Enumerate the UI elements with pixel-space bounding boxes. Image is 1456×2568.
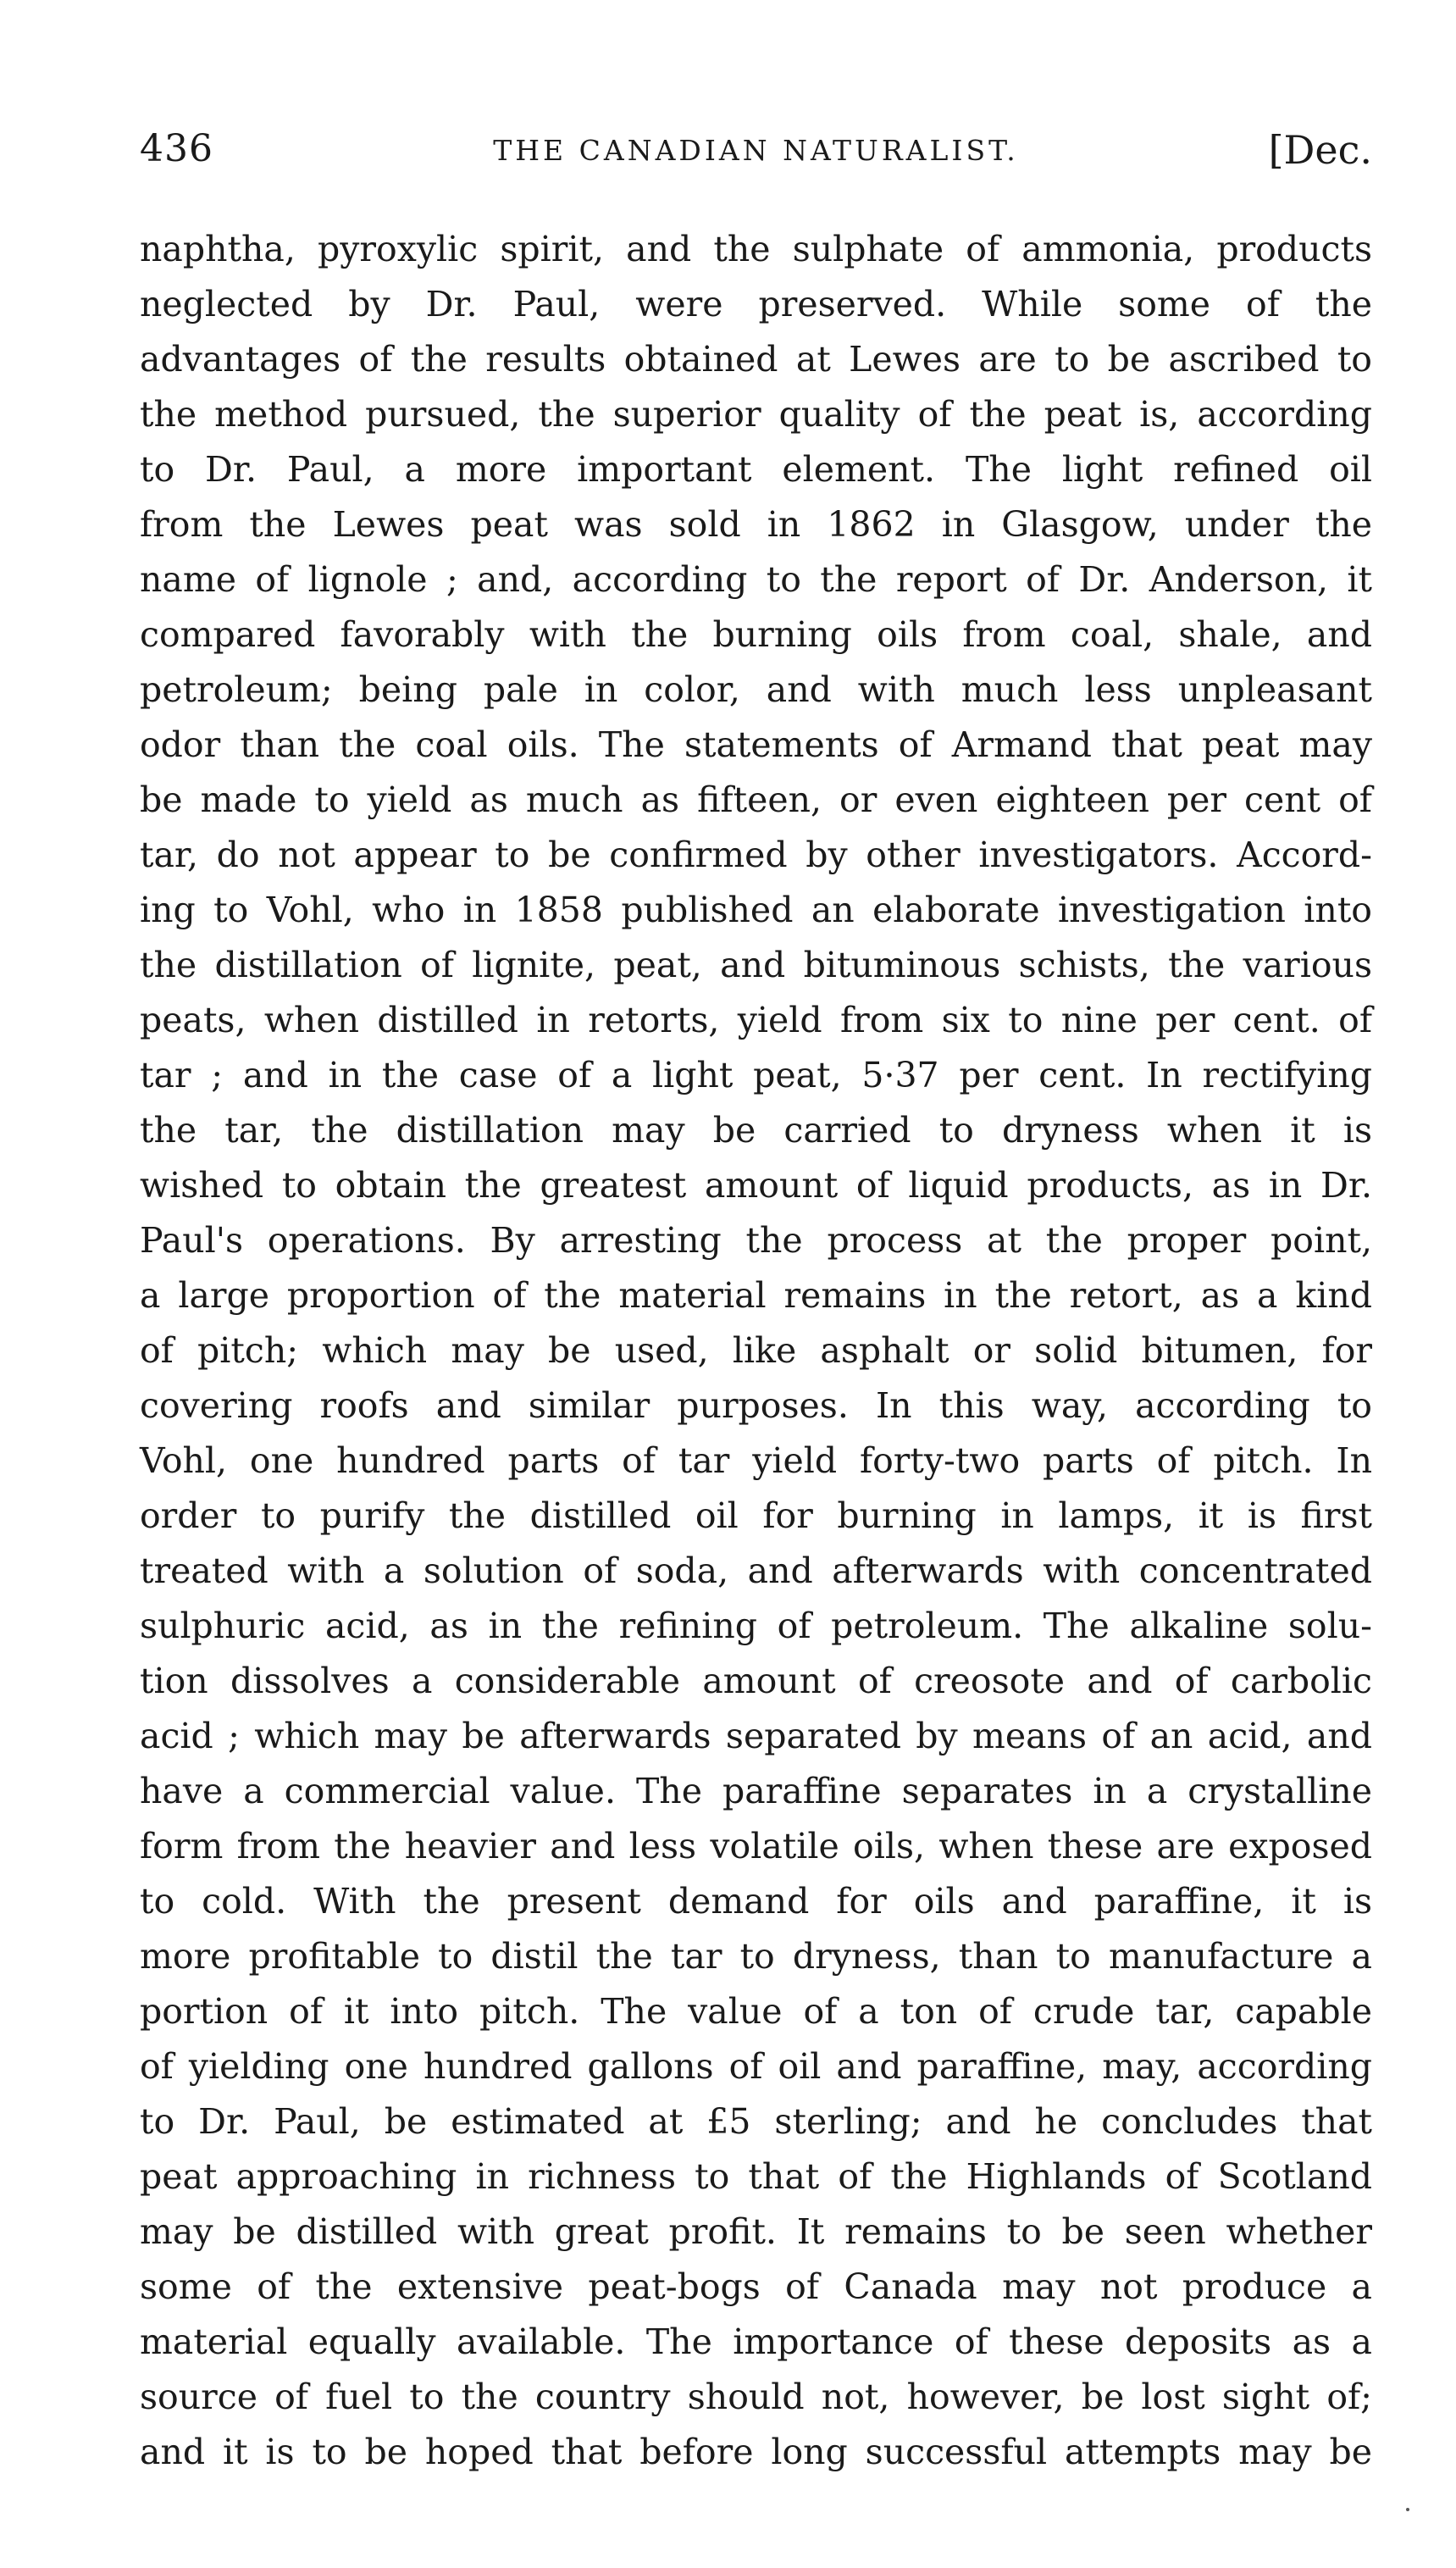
text-line: peat approaching in richness to that of the Highlands of Scotland xyxy=(140,2156,1372,2197)
text-line: more profitable to distil the tar to dryness, than to manufacture a xyxy=(140,1936,1372,1977)
running-head xyxy=(140,127,1372,195)
text-line: to Dr. Paul, be estimated at £5 sterling; and he concludes that xyxy=(140,2101,1372,2142)
journal-title: THE CANADIAN NATURALIST. xyxy=(493,134,1019,167)
text-line: peats, when distilled in retorts, yield from six to nine per cent. of xyxy=(140,1000,1372,1040)
text-line: the tar, the distillation may be carried to dryness when it is xyxy=(140,1110,1372,1151)
text-line: odor than the coal oils. The statements of Armand that peat may xyxy=(140,724,1372,765)
text-line: acid ; which may be afterwards separated by means of an acid, and xyxy=(140,1716,1372,1756)
text-line: may be distilled with great profit. It remains to be seen whether xyxy=(140,2211,1372,2252)
text-line: naphtha, pyroxylic spirit, and the sulphate of ammonia, products xyxy=(140,229,1372,269)
text-line: tar, do not appear to be confirmed by other investigators. Accord- xyxy=(140,835,1372,875)
text-line: portion of it into pitch. The value of a ton of crude tar, capable xyxy=(140,1991,1372,2032)
text-line: the distillation of lignite, peat, and bituminous schists, the various xyxy=(140,945,1372,985)
text-line: material equally available. The importance of these deposits as a xyxy=(140,2321,1372,2362)
issue-month: [Dec. xyxy=(1268,127,1372,173)
text-line: some of the extensive peat-bogs of Canada may not produce a xyxy=(140,2266,1372,2307)
text-line: treated with a solution of soda, and afterwards with concentrated xyxy=(140,1550,1372,1591)
text-line: of pitch; which may be used, like asphalt or solid bitumen, for xyxy=(140,1330,1372,1371)
text-line: advantages of the results obtained at Lewes are to be ascribed to xyxy=(140,339,1372,380)
text-line: form from the heavier and less volatile oils, when these are exposed xyxy=(140,1826,1372,1866)
text-line: the method pursued, the superior quality of the peat is, according xyxy=(140,394,1372,435)
text-line: Vohl, one hundred parts of tar yield forty-two parts of pitch. In xyxy=(140,1440,1372,1481)
text-line: tar ; and in the case of a light peat, 5·37 per cent. In rectifying xyxy=(140,1055,1372,1095)
text-line: of yielding one hundred gallons of oil and paraffine, may, according xyxy=(140,2046,1372,2087)
text-line: compared favorably with the burning oils from coal, shale, and xyxy=(140,614,1372,655)
text-line: a large proportion of the material remains in the retort, as a kind xyxy=(140,1275,1372,1316)
text-line: neglected by Dr. Paul, were preserved. While some of the xyxy=(140,284,1372,324)
text-line: and it is to be hoped that before long successful attempts may be xyxy=(140,2432,1372,2472)
page-number: 436 xyxy=(140,127,213,170)
text-line: be made to yield as much as fifteen, or even eighteen per cent of xyxy=(140,779,1372,820)
scan-speck xyxy=(1406,2508,1409,2511)
text-line: ing to Vohl, who in 1858 published an elaborate investigation into xyxy=(140,890,1372,930)
text-line: order to purify the distilled oil for burning in lamps, it is first xyxy=(140,1495,1372,1536)
text-line: tion dissolves a considerable amount of creosote and of carbolic xyxy=(140,1661,1372,1701)
text-line: to Dr. Paul, a more important element. The light refined oil xyxy=(140,449,1372,490)
text-line: source of fuel to the country should not, however, be lost sight of; xyxy=(140,2377,1372,2417)
text-line: wished to obtain the greatest amount of liquid products, as in Dr. xyxy=(140,1165,1372,1206)
text-line: have a commercial value. The paraffine separates in a crystalline xyxy=(140,1771,1372,1811)
text-line: covering roofs and similar purposes. In this way, according to xyxy=(140,1385,1372,1426)
text-line: sulphuric acid, as in the refining of petroleum. The alkaline solu- xyxy=(140,1606,1372,1646)
text-line: from the Lewes peat was sold in 1862 in Glasgow, under the xyxy=(140,504,1372,545)
text-line: Paul's operations. By arresting the process at the proper point, xyxy=(140,1220,1372,1261)
text-line: to cold. With the present demand for oils and paraffine, it is xyxy=(140,1881,1372,1922)
body-paragraph xyxy=(140,222,1372,2480)
text-line: petroleum; being pale in color, and with much less unpleasant xyxy=(140,669,1372,710)
text-line: name of lignole ; and, according to the report of Dr. Anderson, it xyxy=(140,559,1372,600)
